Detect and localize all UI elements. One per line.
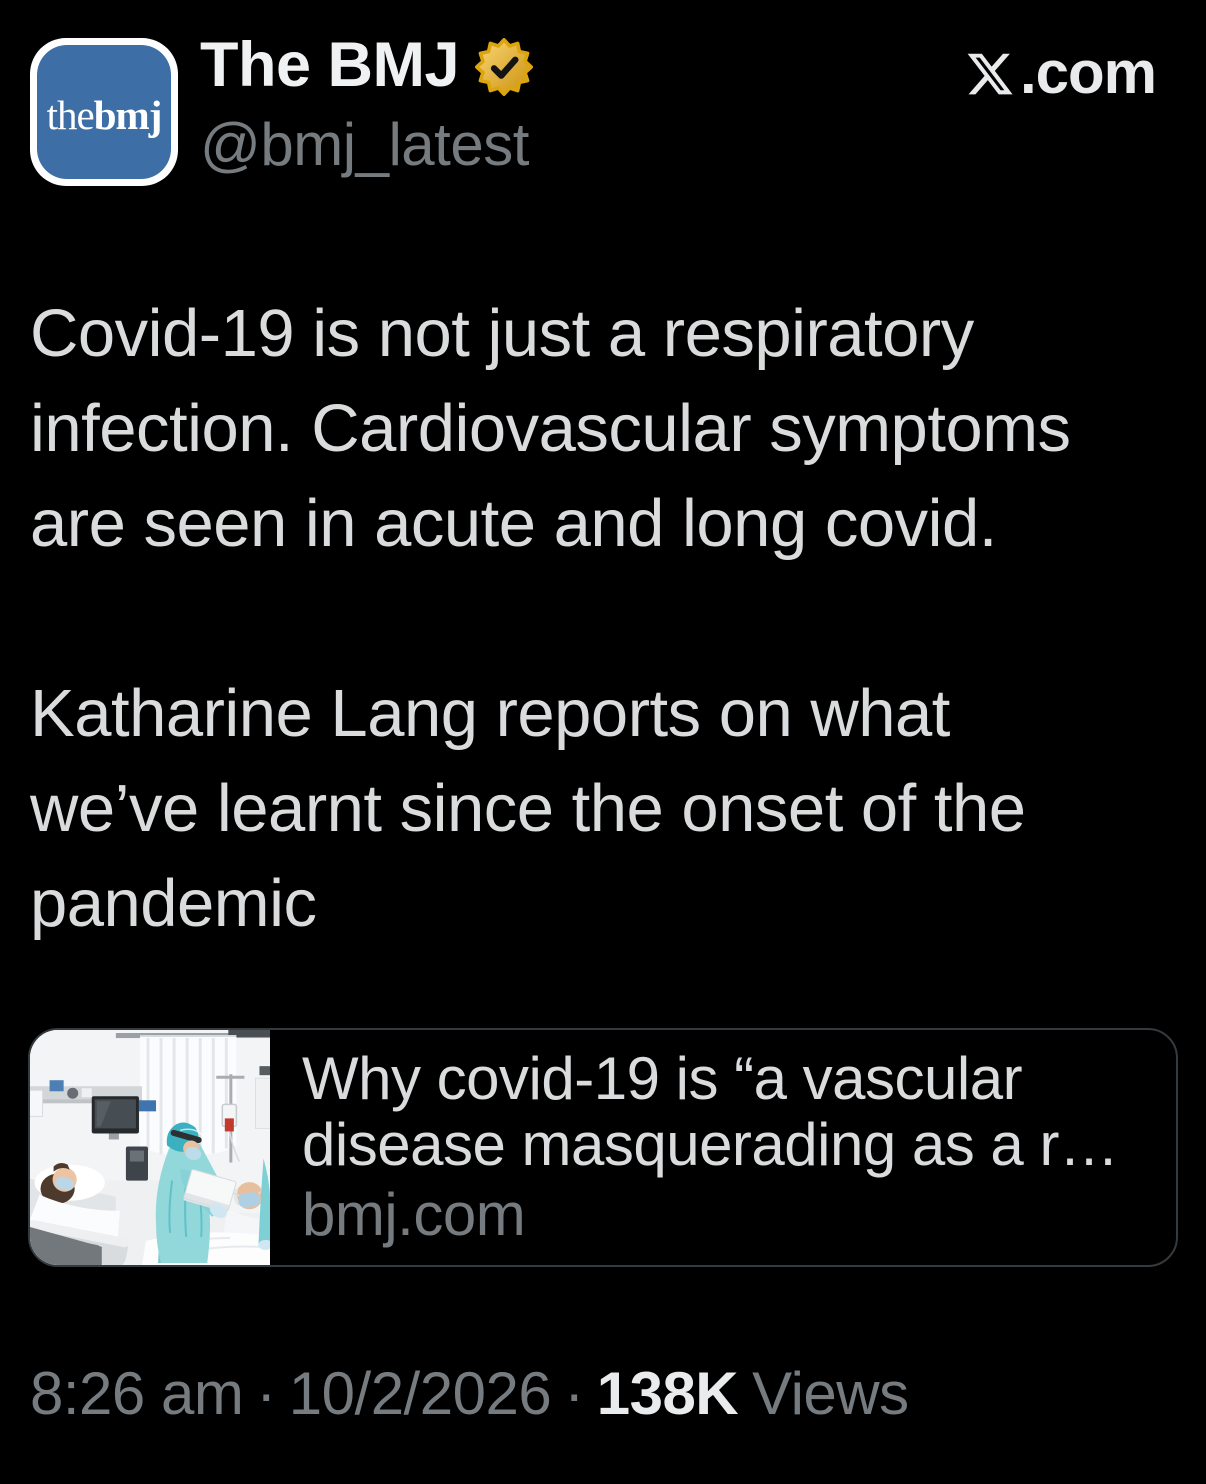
timestamp: 8:26 am bbox=[30, 1360, 244, 1427]
tweet-paragraph-2 bbox=[30, 666, 1180, 951]
bmj-logo-the: the bbox=[46, 92, 94, 138]
hospital-icu-illustration bbox=[30, 1030, 270, 1265]
watermark-suffix: .com bbox=[1019, 39, 1156, 106]
display-name[interactable]: The BMJ bbox=[200, 30, 460, 100]
tweet-meta bbox=[30, 1360, 909, 1428]
tweet-text bbox=[30, 286, 1180, 951]
x-logo-icon bbox=[965, 49, 1015, 99]
tweet-line: infection. Cardiovascular symptoms bbox=[30, 391, 1071, 466]
tweet-paragraph-1 bbox=[30, 286, 1180, 571]
link-card-domain: bmj.com bbox=[302, 1181, 526, 1248]
link-card-title-line: disease masquerading as a r… bbox=[302, 1112, 1119, 1178]
tweet-line: Katharine Lang reports on what bbox=[30, 676, 950, 751]
tweet-line: are seen in acute and long covid. bbox=[30, 486, 997, 561]
meta-separator: · bbox=[256, 1360, 276, 1427]
x-com-watermark bbox=[965, 38, 1156, 107]
bmj-logo bbox=[37, 45, 171, 179]
gold-verified-badge-icon bbox=[475, 38, 533, 96]
bmj-logo-bmj: bmj bbox=[93, 92, 162, 138]
tweet-line: we’ve learnt since the onset of the bbox=[30, 771, 1026, 846]
link-card-title-line: Why covid-19 is “a vascular bbox=[302, 1046, 1023, 1112]
views-label: Views bbox=[752, 1360, 909, 1427]
avatar[interactable] bbox=[30, 38, 178, 186]
views-count[interactable]: 138K bbox=[596, 1360, 739, 1427]
date: 10/2/2026 bbox=[288, 1360, 552, 1427]
tweet-line: Covid-19 is not just a respiratory bbox=[30, 296, 974, 371]
link-card-title bbox=[302, 1046, 1146, 1178]
link-card-text bbox=[270, 1030, 1176, 1265]
meta-separator: · bbox=[564, 1360, 584, 1427]
link-card[interactable] bbox=[28, 1028, 1178, 1267]
user-handle[interactable]: @bmj_latest bbox=[200, 111, 529, 178]
user-identity bbox=[200, 30, 533, 178]
tweet-line: pandemic bbox=[30, 866, 317, 941]
link-card-thumbnail bbox=[30, 1030, 270, 1265]
